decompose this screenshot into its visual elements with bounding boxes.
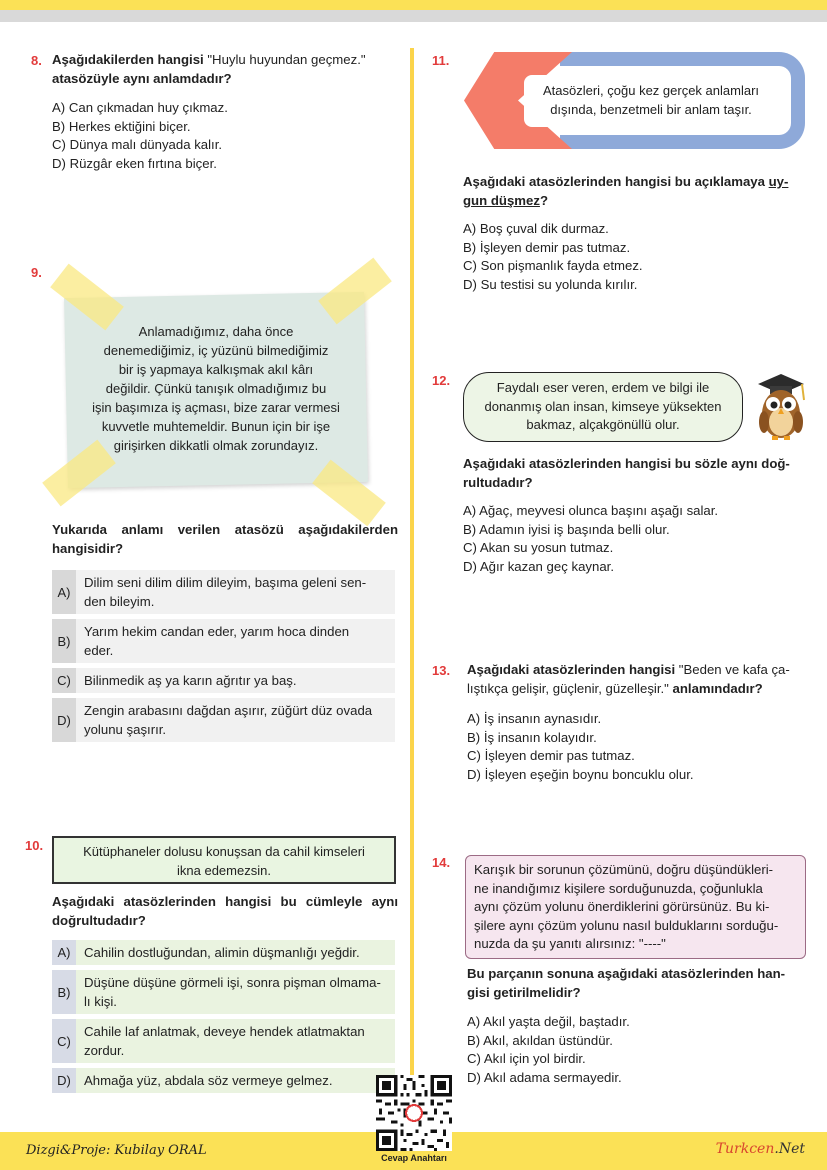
option-text: Ahmağa yüz, abdala söz vermeye gelmez. (84, 1073, 333, 1088)
brand-name: Turkcen (715, 1141, 775, 1157)
q14-question-line: Bu parçanın sonuna aşağıdaki atasözlerinden han- (467, 966, 786, 981)
q14-option-d[interactable]: D) Akıl adama sermayedir. (467, 1070, 622, 1086)
q13-option-d[interactable]: D) İşleyen eşeğin boynu boncuklu olur. (467, 767, 694, 783)
q11-question-text: Aşağıdaki atasözlerinden hangisi bu açıklamaya (463, 174, 769, 189)
q9-note-text (80, 322, 352, 455)
q10-box-line: Kütüphaneler dolusu konuşsan da cahil kimseleri (83, 844, 365, 859)
option-label: C) (52, 668, 76, 693)
option-label: A) (52, 940, 76, 965)
q10-options (52, 940, 395, 1098)
q8-number: 8. (31, 53, 42, 68)
q14-passage-line: aynı çözüm yolunu önerdiklerini görürsünüz. Bu ki- (474, 899, 770, 915)
q10-option-c[interactable] (52, 1019, 395, 1063)
option-label: A) (52, 570, 76, 614)
q12-question-line: Aşağıdaki atasözlerinden hangisi bu sözle aynı doğ- (463, 456, 790, 471)
option-text: Zengin arabasını dağdan aşırır, züğürt düz ovada (84, 703, 373, 718)
q12-question (463, 454, 808, 492)
q14-passage-line: nuzda da şu yanıtı alırsınız: "----" (474, 936, 666, 952)
q8-option-c[interactable]: C) Dünya malı dünyada kalır. (52, 137, 223, 153)
option-text: Düşüne düşüne görmeli işi, sonra pişman olmama- (84, 975, 381, 990)
q8-option-d[interactable]: D) Rüzgâr eken fırtına biçer. (52, 156, 217, 172)
q9-note-line: değildir. Çünkü tanışık olmadığımız bu (105, 381, 327, 396)
q13-option-c[interactable]: C) İşleyen demir pas tutmaz. (467, 748, 635, 764)
q9-note-line: girişirken dikkatli olmak zorundayız. (113, 438, 319, 453)
q12-option-c[interactable]: C) Akan su yosun tutmaz. (463, 540, 614, 556)
q11-option-d[interactable]: D) Su testisi su yolunda kırılır. (463, 277, 638, 293)
q8-options (52, 99, 228, 174)
q14-passage-line: ne inandığımız kişilere sorduğunuzda, çoğunlukla (474, 880, 763, 896)
q10-question-line: Aşağıdaki atasözlerinden hangisi bu cümleyle aynı (52, 894, 398, 909)
q14-number: 14. (432, 855, 451, 870)
q11-options (463, 220, 643, 295)
q9-option-d[interactable] (52, 698, 395, 742)
option-text: den bileyim. (84, 594, 155, 609)
q9-note-line: işin başımıza iş açması, bize zarar vermesi (92, 400, 340, 415)
option-text: Bilinmedik aş ya karın ağrıtır ya baş. (84, 673, 297, 688)
q12-option-a[interactable]: A) Ağaç, meyvesi olunca başını aşağı salar. (463, 503, 719, 518)
q10-statement-box (52, 836, 396, 884)
q14-options (467, 1013, 630, 1088)
option-label: D) (52, 698, 76, 742)
option-label: D) (52, 1068, 76, 1093)
brand-suffix: .Net (774, 1141, 805, 1157)
q8-option-b[interactable]: B) Herkes ektiğini biçer. (52, 118, 191, 134)
q11-question-underline: uy- (768, 174, 789, 189)
q12-options (463, 502, 718, 577)
q9-question-line: Yukarıda anlamı verilen atasözü aşağıdakilerden (52, 522, 398, 537)
owl-graduate-icon (752, 370, 810, 442)
q12-bubble-line: donanmış olan insan, kimseye yüksekten (484, 398, 722, 414)
q14-option-c[interactable]: C) Akıl için yol birdir. (467, 1051, 586, 1067)
option-label: B) (52, 619, 76, 663)
q13-number: 13. (432, 663, 451, 678)
footer-credit: Dizgi&Proje: Kubilay ORAL (26, 1143, 207, 1158)
qr-caption: Cevap Anahtarı (381, 1153, 447, 1163)
q10-question-line: doğrultudadır? (52, 913, 146, 928)
q12-bubble-line: bakmaz, alçakgönüllü olur. (526, 417, 680, 432)
q11-question-end: ? (539, 193, 548, 208)
option-text: eder. (84, 643, 114, 658)
q9-note-line: Anlamadığımız, daha önce (138, 324, 294, 339)
q13-options (467, 710, 694, 785)
q12-option-d[interactable]: D) Ağır kazan geç kaynar. (463, 559, 614, 575)
option-text: zordur. (84, 1043, 125, 1058)
option-text: Cahile laf anlatmak, deveye hendek atlatmaktan (84, 1024, 365, 1039)
q10-option-a[interactable] (52, 940, 395, 965)
q12-option-b[interactable]: B) Adamın iyisi iş başında belli olur. (463, 521, 670, 537)
q11-question-underline: gun düşmez (463, 193, 540, 208)
q12-speech-bubble (463, 372, 743, 442)
option-label: C) (52, 1019, 76, 1063)
q9-question-line: hangisidir? (52, 541, 124, 556)
q10-question (52, 892, 398, 930)
q9-note-line: bir iş yapmaya kalkışmak akıl kârı (118, 362, 314, 377)
q13-stem-quote: "Beden ve kafa ça- (675, 662, 790, 677)
q11-statement-card (524, 75, 778, 127)
q11-number: 11. (432, 53, 450, 68)
q12-number: 12. (432, 373, 451, 388)
option-text: Yarım hekim candan eder, yarım hoca dinden (84, 624, 350, 639)
q13-option-a[interactable]: A) İş insanın aynasıdır. (467, 711, 602, 726)
q9-note-line: kuvvetle muhtemeldir. Bunun için bir işe (101, 419, 331, 434)
top-stripe (0, 0, 827, 10)
q11-card-line: Atasözleri, çoğu kez gerçek anlamları (542, 83, 760, 98)
q11-card-line: dışında, benzetmeli bir anlam taşır. (550, 102, 752, 117)
q13-stem-bold-end: anlamındadır? (668, 681, 763, 696)
option-text: yolunu şaşırır. (84, 722, 167, 737)
column-divider (410, 48, 414, 1130)
q14-question-line: gisi getirilmelidir? (467, 985, 581, 1000)
q13-option-b[interactable]: B) İş insanın kolayıdır. (467, 729, 597, 745)
q12-question-line: rultudadır? (463, 475, 533, 490)
q12-bubble-line: Faydalı eser veren, erdem ve bilgi ile (496, 380, 710, 395)
q14-passage-line: Karışık bir sorunun çözümünü, doğru düşündükleri- (474, 862, 774, 877)
q10-number: 10. (25, 838, 44, 853)
q13-stem-quote: lıştıkça gelişir, güçlenir, güzelleşir." (467, 681, 669, 696)
q11-option-a[interactable]: A) Boş çuval dik durmaz. (463, 221, 609, 236)
q8-stem-bold: Aşağıdakilerden hangisi (52, 52, 204, 67)
q8-option-a[interactable]: A) Can çıkmadan huy çıkmaz. (52, 100, 228, 115)
q9-note-line: denemediğimiz, iç yüzünü bilmediğimiz (103, 343, 329, 358)
q9-number: 9. (31, 265, 42, 280)
q11-question (463, 172, 808, 210)
q11-option-b[interactable]: B) İşleyen demir pas tutmaz. (463, 239, 631, 255)
q8-stem-quote: "Huylu huyundan geçmez." (203, 52, 366, 67)
q13-stem (467, 660, 809, 698)
q14-passage-line: şilere aynı çözüm yolunu nasıl bulduklarını sorduğu- (474, 917, 779, 933)
q8-stem-bold-2: atasözüyle aynı anlamdadır? (52, 71, 232, 86)
q9-option-c[interactable] (52, 668, 395, 693)
option-text: lı kişi. (84, 994, 117, 1009)
q14-option-a[interactable]: A) Akıl yaşta değil, baştadır. (467, 1014, 630, 1029)
q14-passage-box (465, 855, 806, 959)
q10-box-line: ikna edemezsin. (177, 863, 271, 878)
q11-option-c[interactable]: C) Son pişmanlık fayda etmez. (463, 258, 643, 274)
q9-options (52, 570, 395, 747)
q9-option-a[interactable] (52, 570, 395, 614)
q10-option-d[interactable] (52, 1068, 395, 1093)
qr-code[interactable] (376, 1075, 452, 1151)
q13-stem-bold: Aşağıdaki atasözlerinden hangisi (467, 662, 676, 677)
q9-option-b[interactable] (52, 619, 395, 663)
option-text: Cahilin dostluğundan, alimin düşmanlığı yeğdir. (84, 945, 360, 960)
q14-option-b[interactable]: B) Akıl, akıldan üstündür. (467, 1032, 613, 1048)
top-band (0, 10, 827, 22)
q9-question (52, 520, 398, 558)
option-label: B) (52, 970, 76, 1014)
q8-stem (52, 50, 397, 88)
q14-question (467, 964, 809, 1002)
brand-logo (716, 1141, 805, 1157)
q10-option-b[interactable] (52, 970, 395, 1014)
option-text: Dilim seni dilim dilim dileyim, başıma geleni sen- (84, 575, 367, 590)
